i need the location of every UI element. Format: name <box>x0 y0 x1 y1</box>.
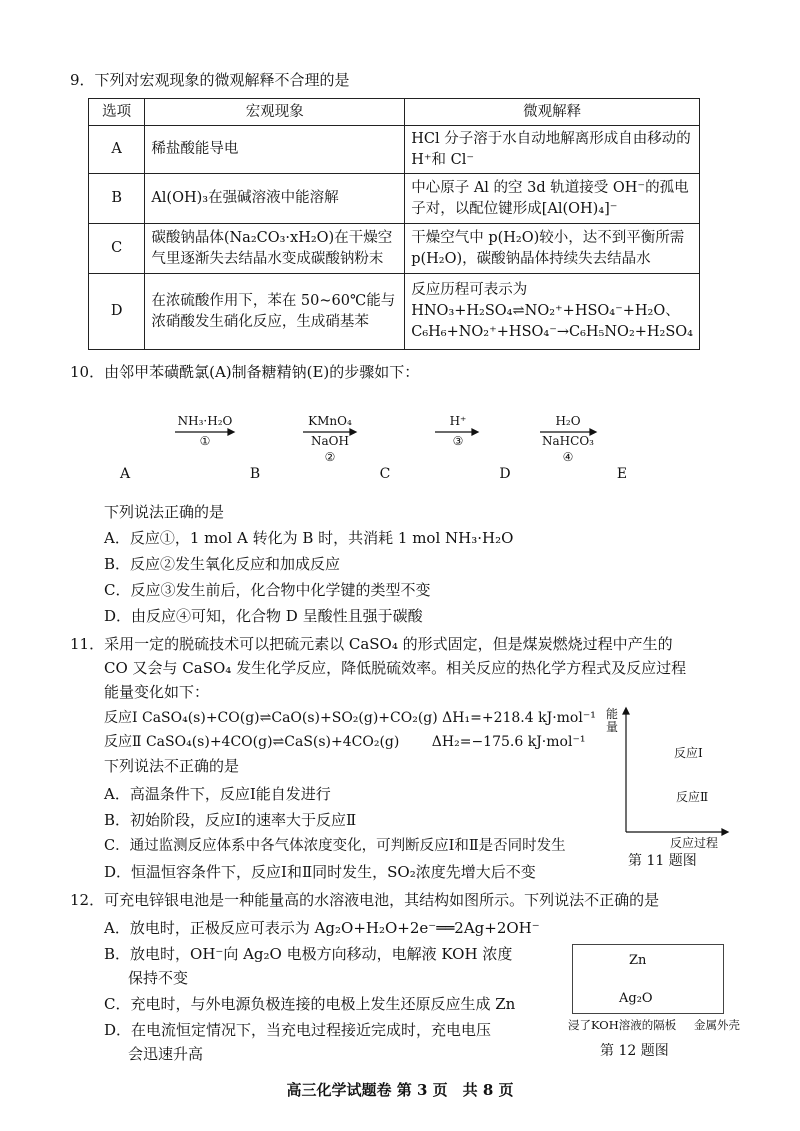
row-a-micro: HCl 分子溶于水自动地解离形成自由移动的 H⁺和 Cl⁻ <box>405 126 700 174</box>
q12-option-c: C．充电时，与外电源负极连接的电极上发生还原反应生成 Zn <box>104 995 516 1013</box>
q11-option-d: D．恒温恒容条件下，反应Ⅰ和Ⅱ同时发生，SO₂浓度先增大后不变 <box>104 863 536 881</box>
q12-option-b: B．放电时，OH⁻向 Ag₂O 电极方向移动，电解液 KOH 浓度 <box>104 945 513 963</box>
reagent-h-plus: H⁺ <box>449 414 467 428</box>
q11-stem-line-2: CO 又会与 CaSO₄ 发生化学反应，降低脱硫效率。相关反应的热化学方程式及反应过程 <box>104 659 687 677</box>
compound-e-label: E <box>616 466 628 482</box>
q12-option-a: A．放电时，正极反应可表示为 Ag₂O+H₂O+2e⁻══2Ag+2OH⁻ <box>104 919 540 937</box>
q12-stem: 12．可充电锌银电池是一种能量高的水溶液电池，其结构如图所示。下列说法不正确的是 <box>70 891 660 909</box>
q11-stem-line-1: 11．采用一定的脱硫技术可以把硫元素以 CaSO₄ 的形式固定，但是煤炭燃烧过程中产生的 <box>70 635 673 653</box>
q11-figure-caption: 第 11 题图 <box>628 853 697 869</box>
metal-shell-label: 金属外壳 <box>694 1018 740 1032</box>
row-d-micro: 反应历程可表示为 HNO₃+H₂SO₄⇌NO₂⁺+HSO₄⁻+H₂O、C₆H₆+NO₂⁺+HSO₄⁻→C₆H₅NO₂+H₂SO₄ <box>405 274 700 350</box>
step-1: ① <box>199 434 211 448</box>
zn-electrode-label: Zn <box>629 953 647 968</box>
q10-option-a: A．反应①，1 mol A 转化为 B 时，共消耗 1 mol NH₃·H₂O <box>104 529 514 547</box>
ag2o-electrode-label: Ag₂O <box>619 991 653 1006</box>
separator-label: 浸了KOH溶液的隔板 <box>568 1018 677 1032</box>
q9-table <box>88 98 700 350</box>
page-footer: 高三化学试题卷 第 3 页 共 8 页 <box>286 1081 514 1099</box>
row-c-micro: 干燥空气中 p(H₂O)较小，达不到平衡所需p(H₂O)，碳酸钠晶体持续失去结晶水 <box>405 224 700 274</box>
q12-option-d: D．在电流恒定情况下，当充电过程接近完成时，充电电压 <box>104 1021 492 1039</box>
q9-stem: 9．下列对宏观现象的微观解释不合理的是 <box>70 71 350 89</box>
reaction-scheme <box>100 388 700 488</box>
q11-reaction-2: 反应Ⅱ CaSO₄(s)+4CO(g)⇌CaS(s)+4CO₂(g) ΔH₂=−175.6 kJ·mol⁻¹ <box>104 734 586 750</box>
curve-1-label: 反应Ⅰ <box>674 746 703 760</box>
q10-stem: 10．由邻甲苯磺酰氯(A)制备糖精钠(E)的步骤如下： <box>70 363 420 381</box>
q10-option-c: C．反应③发生前后，化合物中化学键的类型不变 <box>104 581 431 599</box>
row-a-macro: 稀盐酸能导电 <box>145 126 405 174</box>
battery-frame <box>572 944 724 1014</box>
row-a-option: A <box>89 126 145 174</box>
q11-energy-figure <box>606 706 732 869</box>
header-option: 选项 <box>89 99 145 126</box>
q12-option-d-cont: 会迅速升高 <box>128 1045 204 1063</box>
reagent-kmno4: KMnO₄ <box>308 414 352 428</box>
compound-a-label: A <box>119 466 131 482</box>
header-micro: 微观解释 <box>405 99 700 126</box>
q11-reaction-1: 反应Ⅰ CaSO₄(s)+CO(g)⇌CaO(s)+SO₂(g)+CO₂(g) ΔH₁=+218.4 kJ·mol⁻¹ <box>104 710 596 726</box>
q12-figure-caption: 第 12 题图 <box>600 1043 669 1059</box>
energy-axis-label: 能量 <box>606 707 619 734</box>
reagent-nahco3: NaHCO₃ <box>542 434 594 448</box>
q12-option-b-cont: 保持不变 <box>128 969 189 987</box>
reagent-naoh: NaOH <box>311 434 349 448</box>
q10-option-b: B．反应②发生氧化反应和加成反应 <box>104 555 341 573</box>
q10-option-d: D．由反应④可知，化合物 D 呈酸性且强于碳酸 <box>104 607 423 625</box>
q11-option-b: B．初始阶段，反应Ⅰ的速率大于反应Ⅱ <box>104 811 357 829</box>
reagent-nh3: NH₃·H₂O <box>177 414 233 428</box>
step-4: ④ <box>562 450 574 464</box>
row-d-option: D <box>89 274 145 350</box>
q11-option-c: C．通过监测反应体系中各气体浓度变化，可判断反应Ⅰ和Ⅱ是否同时发生 <box>104 838 566 854</box>
q10-prompt: 下列说法正确的是 <box>104 503 225 521</box>
row-b-macro: Al(OH)₃在强碱溶液中能溶解 <box>145 174 405 224</box>
reagent-h2o: H₂O <box>555 414 581 428</box>
q11-option-a: A．高温条件下，反应Ⅰ能自发进行 <box>104 785 331 803</box>
row-b-option: B <box>89 174 145 224</box>
step-2: ② <box>324 450 336 464</box>
compound-c-label: C <box>379 466 391 482</box>
compound-d-label: D <box>499 466 511 482</box>
q11-stem-line-3: 能量变化如下： <box>104 683 210 701</box>
row-b-micro: 中心原子 Al 的空 3d 轨道接受 OH⁻的孤电子对，以配位键形成[Al(OH)₄]⁻ <box>405 174 700 224</box>
row-c-macro: 碳酸钠晶体(Na₂CO₃·xH₂O)在干燥空气里逐渐失去结晶水变成碳酸钠粉末 <box>145 224 405 274</box>
curve-2-label: 反应Ⅱ <box>676 790 709 804</box>
row-d-macro: 在浓硫酸作用下，苯在 50~60℃能与浓硝酸发生硝化反应，生成硝基苯 <box>145 274 405 350</box>
energy-axes <box>612 706 732 846</box>
reaction-progress-label: 反应过程 <box>670 836 719 850</box>
q11-prompt: 下列说法不正确的是 <box>104 757 240 775</box>
header-macro: 宏观现象 <box>145 99 405 126</box>
row-c-option: C <box>89 224 145 274</box>
step-3: ③ <box>452 434 464 448</box>
compound-b-label: B <box>249 466 261 482</box>
